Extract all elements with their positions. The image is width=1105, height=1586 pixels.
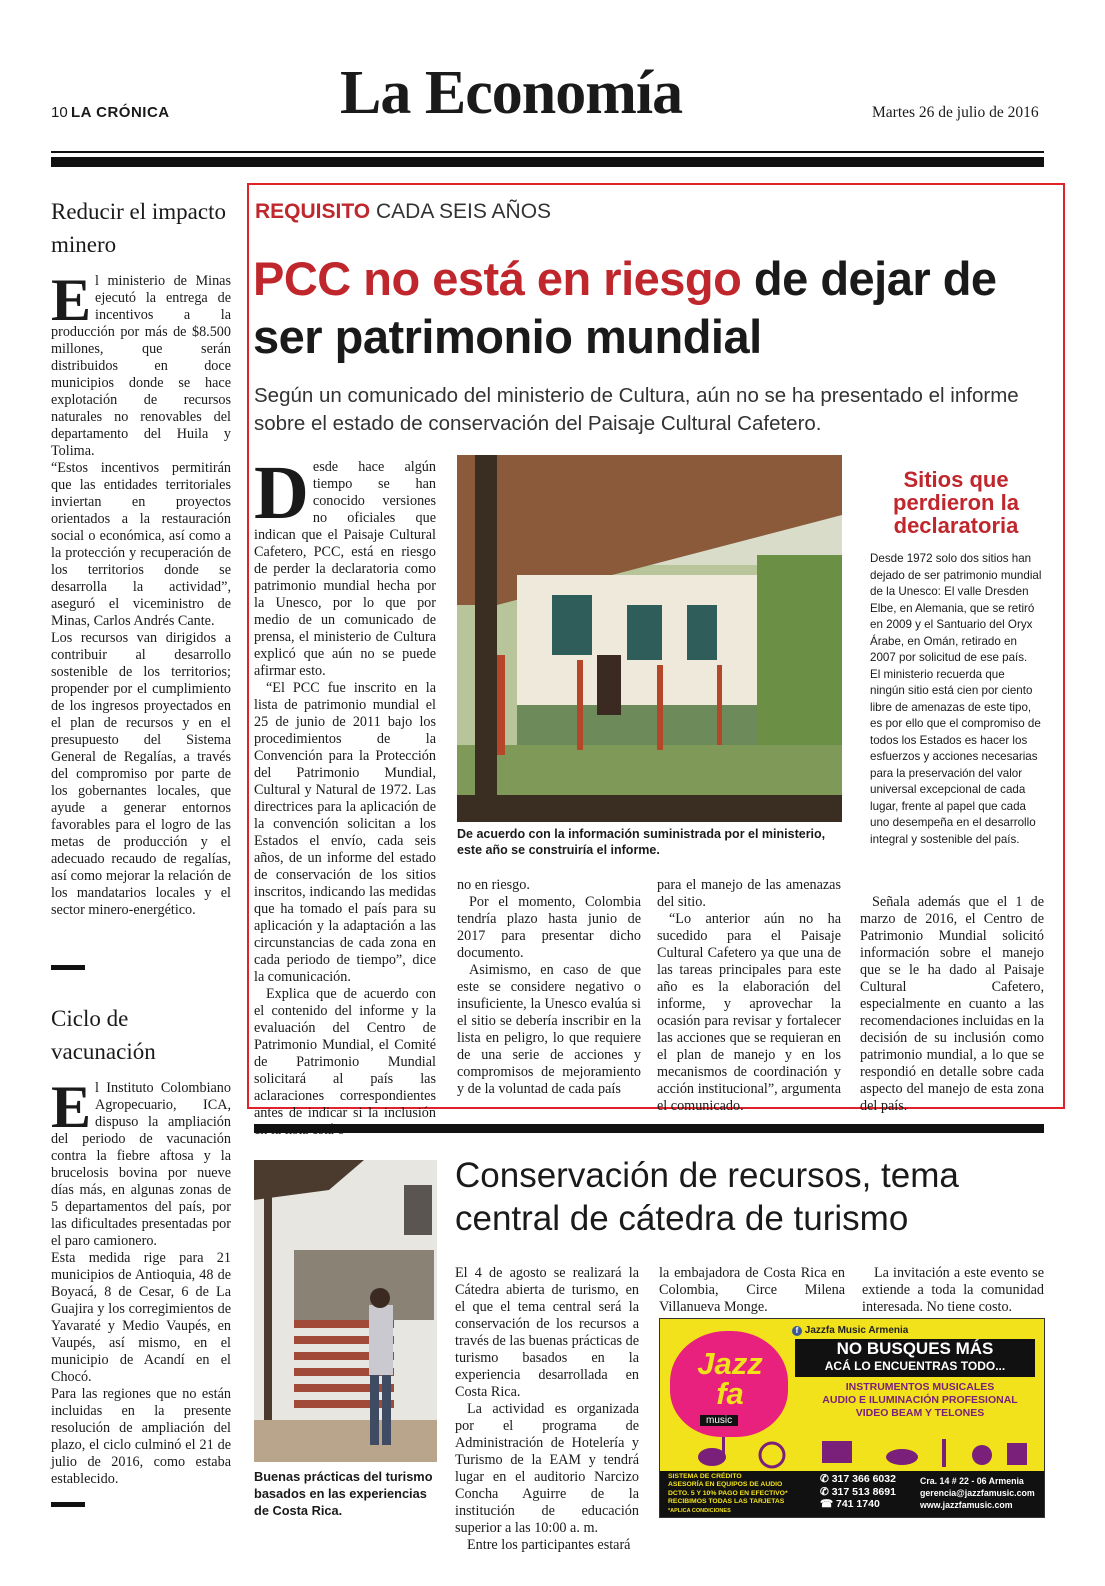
paragraph: La actividad es organizada por el programa de Administración de Hotelería y Turismo de la EAM y tendrá lugar en el auditorio Narcizo Concha Aguirre de la institución de educación superior a las 10:00 a. m. [455, 1401, 639, 1536]
phone-line [820, 1498, 915, 1511]
headline-black: de dejar de ser patrimonio mundial [253, 252, 997, 363]
phone-icon: ☎ [820, 1498, 836, 1510]
main-col-1 [254, 451, 436, 1139]
paragraph: Asimismo, en caso de que este se considere negativo o insuficiente, la Unesco evalúa si el sitio se debería inscribir en la lista en peligro, lo que requiere de una serie de acciones y compromisos de mejoramiento y de la voluntad de cada país [457, 962, 641, 1097]
main-photo [457, 455, 842, 822]
sidebox-sites [870, 468, 1042, 848]
main-photo-caption: De acuerdo con la información suministrada por el ministerio, este año se construiría el informe. [457, 827, 826, 857]
website: www.jazzfamusic.com [920, 1500, 1013, 1510]
credit-line: SISTEMA DE CRÉDITO [668, 1473, 742, 1480]
advert-jazzfa[interactable] [659, 1318, 1045, 1518]
paper-name: LA CRÓNICA [71, 104, 170, 121]
paragraph: Desde 1972 solo dos sitios han dejado de ser patrimonio mundial de la Unesco: El valle Dresden Elbe, en Alemania, que se retiró en 2009 y el Santuario del Oryx Árabe, en Omán, retirado en 2007 por solicitud de ese país. [870, 552, 1042, 664]
slogan-2: ACÁ LO ENCUENTRAS TODO... [824, 1359, 1006, 1373]
phone-icon: ✆ [820, 1485, 832, 1498]
paragraph: Para las regiones que no están incluidas en la presente resolución de ampliación del plazo, el ciclo culminó el 21 de julio de 2016, como estaba establecido. [51, 1386, 231, 1487]
main-col-2 [457, 877, 641, 1098]
sidebox-body [870, 551, 1042, 848]
facebook-label [792, 1325, 908, 1336]
paragraph: l Instituto Colombiano Agropecuario, ICA, dispuso la ampliación del periodo de vacunación contra la fiebre aftosa y la brucelosis bovina por nueve días más, en algunas zonas de 5 departamentos del país, por las dificultades presentadas por el paro camionero. [51, 1080, 231, 1249]
kicker [255, 200, 551, 224]
credit-line: ASESORÍA EN EQUIPOS DE AUDIO [668, 1481, 783, 1489]
dropcap: E [51, 1074, 92, 1140]
contact-info [920, 1475, 1042, 1511]
phones [820, 1473, 915, 1511]
paragraph: El 4 de agosto se realizará la Cátedra abierta de turismo, en el que el tema central será la conservación de los recursos a través de las buenas prácticas de turismo basados en la experiencia desarrollada en Costa Rica. [455, 1265, 639, 1400]
paragraph: Esta medida rige para 21 municipios de Antioquia, 48 de Boyacá, 8 de Cesar, 6 de La Guajira y los corregimientos de Yavaraté y Medio Vaupés, en Vaupés, así mismo, en el municipio de Acandí en el Chocó. [51, 1250, 231, 1385]
second-col-1 [455, 1265, 639, 1554]
second-story-rule [254, 1124, 1044, 1133]
sidebar-story-mining [51, 195, 231, 919]
sidebar-headline: Ciclo de vacunación [51, 1006, 156, 1064]
slogan-1: NO BUSQUES MÁS [836, 1339, 994, 1358]
paragraph: Entre los participantes estará [467, 1537, 631, 1553]
logo-sub: music [700, 1415, 738, 1426]
paragraph: esde hace algún tiempo se han conocido versiones no oficiales que indican que el Paisaje Cultural Cafetero, PCC, está en riesgo de perder la declaratoria como patrimonio mundial hecha por la Unesco, por lo que por medio de un comunicado de prensa, el ministerio de Cultura explicó que aún no se puede afirmar esto. [254, 459, 436, 679]
second-col-2 [659, 1265, 845, 1316]
slogan-box [795, 1339, 1035, 1377]
service-item: AUDIO E ILUMINACIÓN PROFESIONAL [822, 1394, 1018, 1406]
headline-red: PCC no está en riesgo [253, 252, 742, 305]
second-col-3 [862, 1265, 1044, 1316]
paragraph: El ministerio recuerda que ningún sitio está cien por ciento libre de amenazas de este tipo, es por ello que el compromiso de todos los Estados es hacer los esfuerzos y acciones necesarias para la preservación del valor universal excepcional de cada lugar, frente al papel que cada uno desempeña en el desarrollo integral y sostenible del país. [870, 667, 1041, 846]
main-deck: Según un comunicado del ministerio de Cultura, aún no se ha presentado el informe sobre el estado de conservación del Paisaje Cultural Cafetero. [254, 384, 1019, 435]
second-photo-caption: Buenas prácticas del turismo basados en las experiencias de Costa Rica. [254, 1469, 433, 1518]
services [800, 1381, 1040, 1420]
kicker-bold: REQUISITO [255, 200, 371, 223]
paragraph: La invitación a este evento se extiende a toda la comunidad interesada. No tiene costo. [862, 1265, 1044, 1315]
phone-number: 317 513 8691 [831, 1485, 896, 1498]
corridor-photo-illustration [457, 455, 842, 822]
logo-bottom: fa [716, 1376, 744, 1411]
kicker-rest: CADA SEIS AÑOS [375, 200, 552, 223]
dropcap: D [254, 451, 309, 535]
paragraph: no en riesgo. [457, 877, 530, 893]
address: Cra. 14 # 22 - 06 Armenia [920, 1476, 1024, 1486]
paragraph: Explica que de acuerdo con el contenido del informe y la evaluación del Centro de Patrimonio Mundial, el Comité de Patrimonio Mundial solicitará al país las aclaraciones correspondientes antes de indicar si la inclusión [254, 986, 436, 1121]
section-title: La Economía [340, 59, 683, 127]
phone-icon: ✆ [820, 1473, 832, 1485]
main-headline [253, 250, 1053, 366]
credit-line: RECIBIMOS TODAS LAS TARJETAS [668, 1498, 785, 1506]
sidebar-story-body [51, 1074, 231, 1488]
service-item: VIDEO BEAM Y TELONES [855, 1407, 985, 1419]
paragraph: “Lo anterior aún no ha sucedido para el Paisaje Cultural Cafetero ya que una de las tareas principales para este año es la elaboración del informe, y aprovechar la ocasión para revisar y fortalecer las acciones que se requieran en el plan de manejo y en los mecanismos de coordinación y acción institucional”, argumenta el comunicado. [657, 911, 841, 1114]
email: gerencia@jazzfamusic.com [920, 1488, 1035, 1498]
paragraph: “Estos incentivos permitirán que las entidades territoriales inviertan en proyectos orientados a la restauración social o económica, así como a la protección y recuperación de los territorios donde se desarrolla la actividad”, aseguró el viceministro de Minas, Carlos Andrés Cante. [51, 460, 231, 629]
header-rule-thick [51, 157, 1044, 167]
sidebox-title: Sitios que perdieron la declaratoria [893, 467, 1019, 538]
paragraph: la embajadora de Costa Rica en Colombia, Circe Milena Villanueva Monge. [659, 1265, 845, 1315]
page-number: 10 [51, 104, 68, 121]
paragraph: Por el momento, Colombia tendría plazo hasta junio de 2017 para presentar dicho documento. [457, 894, 641, 961]
main-col-3 [657, 877, 841, 1115]
conditions: *APLICA CONDICIONES [668, 1507, 731, 1514]
paragraph: para el manejo de las amenazas del sitio. [657, 877, 841, 910]
second-headline: Conservación de recursos, tema central de cátedra de turismo [455, 1156, 959, 1238]
sidebar-divider [51, 965, 85, 970]
paragraph: “El PCC fue inscrito en la lista de patrimonio mundial el 25 de junio de 2011 bajo los procedimientos de la Convención para la Protección del Patrimonio Mundial, Cultural y Natural de 1972. Las directrices para la aplicación de la convención solicitan a los Estados el envío, cada seis años, de un informe del estado de conservación de los sitios inscritos, indicando las medidas que ha tomado el país para su aplicación y la adaptación a las circunstancias de cada zona en cada periodo de tiempo”, dice la comunicación. [254, 680, 436, 985]
instruments-illustration [672, 1431, 1034, 1469]
paragraph: l ministerio de Minas ejecutó la entrega de incentivos a la producción por más de $8.500 millones, que serán distribuidos en doce municipios donde se hace explotación de recursos naturales no renovables del departamento del Huila y Tolima. [51, 273, 231, 459]
dropcap: E [51, 267, 92, 333]
credit-info [668, 1473, 808, 1515]
paragraph: Señala además que el 1 de marzo de 2016, el Centro de Patrimonio Mundial solicitó información sobre el manejo que se le ha dado al Paisaje Cultural Cafetero, especialmente en cuanto a las recomendaciones incluidas en la decisión de su inclusión como patrimonio mundial, a lo que se respondió en detalle sobre cada aspecto del manejo de esta zona del país. [860, 894, 1044, 1114]
sidebar-story-vaccination [51, 1002, 231, 1488]
second-photo [254, 1160, 437, 1462]
facebook-icon: f [792, 1326, 802, 1336]
header-rule-thin [51, 151, 1044, 153]
phone-number: 741 1740 [836, 1498, 880, 1510]
main-col-4 [860, 894, 1044, 1115]
sidebar-divider [51, 1502, 85, 1507]
logo-top: Jazz [697, 1346, 763, 1381]
paragraph: Los recursos van dirigidos a contribuir al desarrollo sostenible de los territorios; propender por el cumplimiento de los ingresos proyectados en el plan de recursos y en el presupuesto del Sistema General de Regalías, a través del compromiso por parte de los gobernantes locales, que ayude a generar entornos favorables para el logro de las metas de producción y el adecuado recaudo de regalías, así como mejorar la relación de los mandatarios locales y el sector minero-energético. [51, 630, 231, 918]
credit-line: DCTO. 5 Y 10% PAGO EN EFECTIVO* [668, 1489, 788, 1497]
phone-line [820, 1473, 915, 1486]
facebook-page: Jazzfa Music Armenia [804, 1325, 909, 1336]
phone-line [820, 1486, 915, 1499]
phone-number: 317 366 6032 [831, 1473, 896, 1485]
logo-text [680, 1346, 780, 1411]
issue-date: Martes 26 de julio de 2016 [872, 104, 1039, 121]
amphitheater-photo-illustration [254, 1160, 437, 1462]
service-item: INSTRUMENTOS MUSICALES [845, 1381, 995, 1393]
instruments-strip [672, 1431, 1034, 1469]
sidebar-headline: Reducir el impacto minero [51, 199, 226, 257]
sidebar-story-body [51, 267, 231, 919]
